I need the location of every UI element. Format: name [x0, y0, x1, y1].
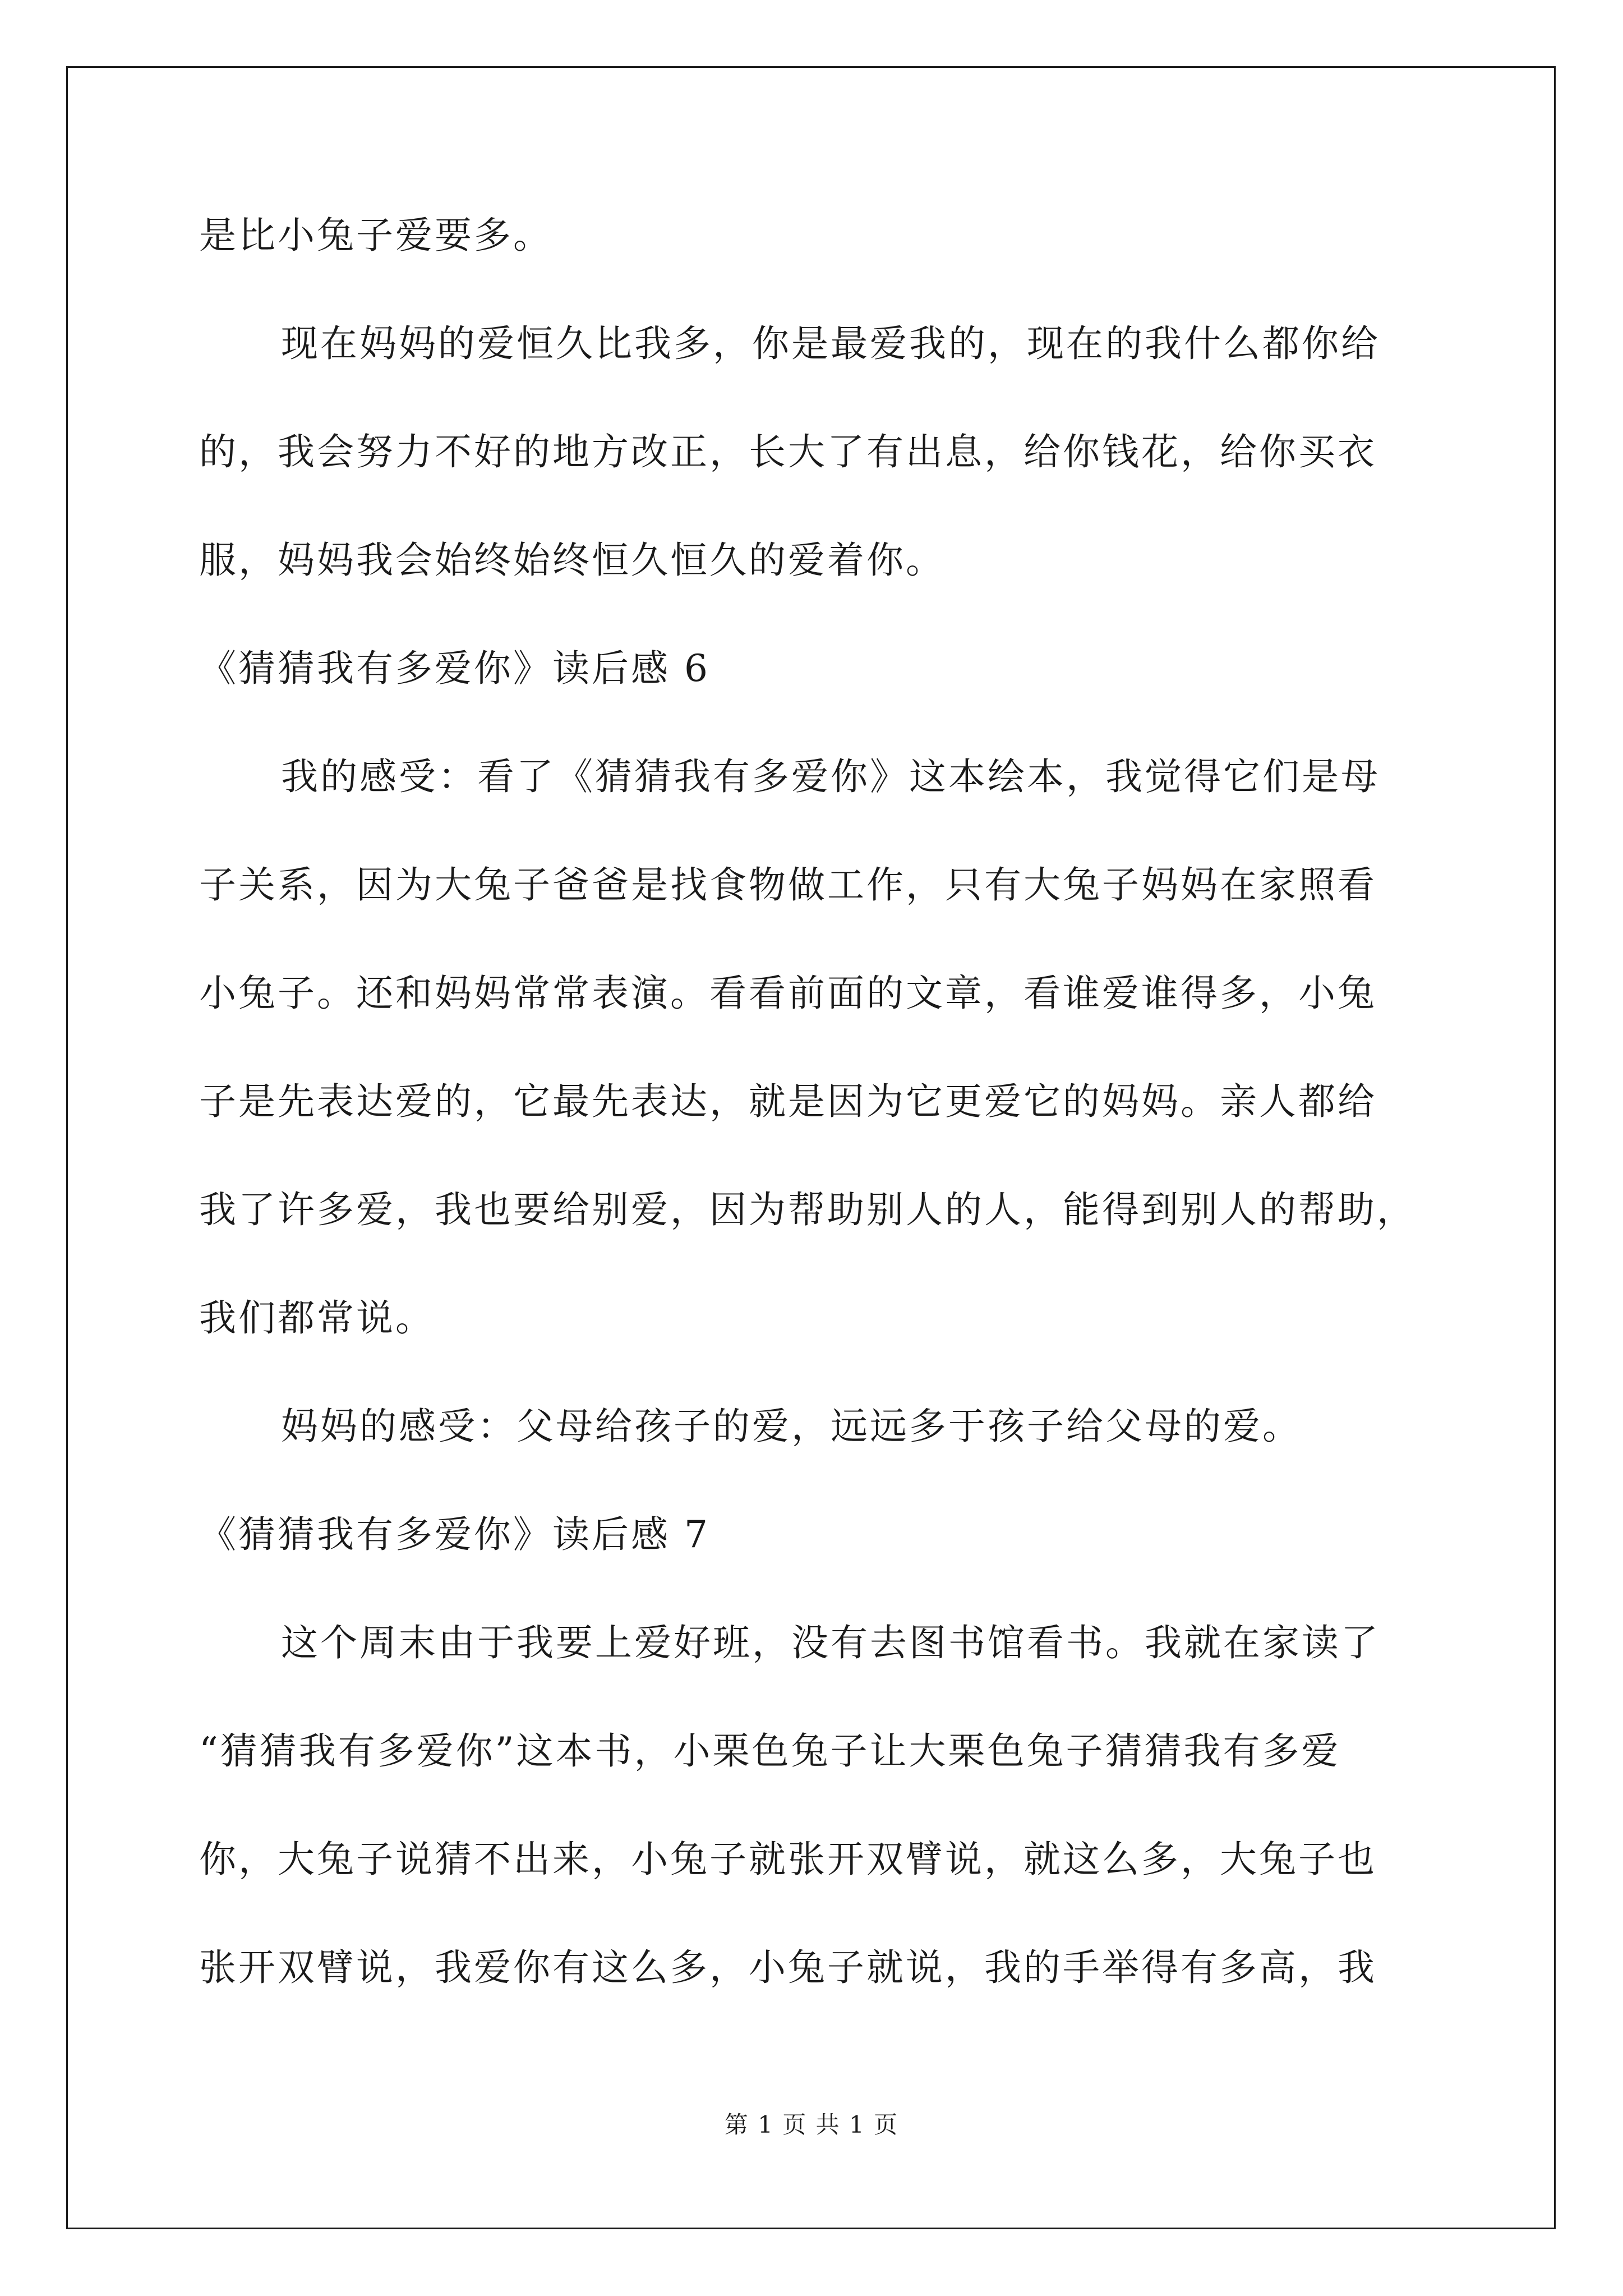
paragraph-line: 你，大兔子说猜不出来，小兔子就张开双臂说，就这么多，大兔子也 — [199, 1838, 1377, 1881]
paragraph-line: 我了许多爱，我也要给别爱，因为帮助别人的人，能得到别人的帮助， — [199, 1188, 1416, 1231]
paragraph-line: 现在妈妈的爱恒久比我多，你是最爱我的，现在的我什么都你给 — [281, 322, 1380, 365]
paragraph-line: 子是先表达爱的，它最先表达，就是因为它更爱它的妈妈。亲人都给 — [199, 1080, 1377, 1123]
paragraph-line: 张开双臂说，我爱你有这么多，小兔子就说，我的手举得有多高，我 — [199, 1946, 1377, 1989]
paragraph-line: 我们都常说。 — [199, 1296, 435, 1340]
paragraph-line: 这个周末由于我要上爱好班，没有去图书馆看书。我就在家读了 — [281, 1621, 1380, 1664]
page-number-footer: 第 1 页 共 1 页 — [724, 2111, 899, 2138]
paragraph-line: 是比小兔子爱要多。 — [199, 214, 552, 257]
document-body — [199, 208, 1472, 2048]
section-heading: 《猜猜我有多爱你》读后感 6 — [199, 647, 710, 690]
paragraph-line: 服，妈妈我会始终始终恒久恒久的爱着你。 — [199, 539, 945, 582]
paragraph-line: 妈妈的感受：父母给孩子的爱，远远多于孩子给父母的爱。 — [281, 1405, 1302, 1448]
paragraph-line: 的，我会努力不好的地方改正，长大了有出息，给你钱花，给你买衣 — [199, 430, 1377, 473]
paragraph-line: 小兔子。还和妈妈常常表演。看看前面的文章，看谁爱谁得多，小兔 — [199, 972, 1377, 1015]
paragraph-line: 我的感受：看了《猜猜我有多爱你》这本绘本，我觉得它们是母 — [281, 755, 1380, 798]
paragraph-line: 子关系，因为大兔子爸爸是找食物做工作，只有大兔子妈妈在家照看 — [199, 863, 1377, 907]
section-heading: 《猜猜我有多爱你》读后感 7 — [199, 1513, 710, 1556]
paragraph-line: “猜猜我有多爱你”这本书，小栗色兔子让大栗色兔子猜猜我有多爱 — [199, 1729, 1341, 1773]
